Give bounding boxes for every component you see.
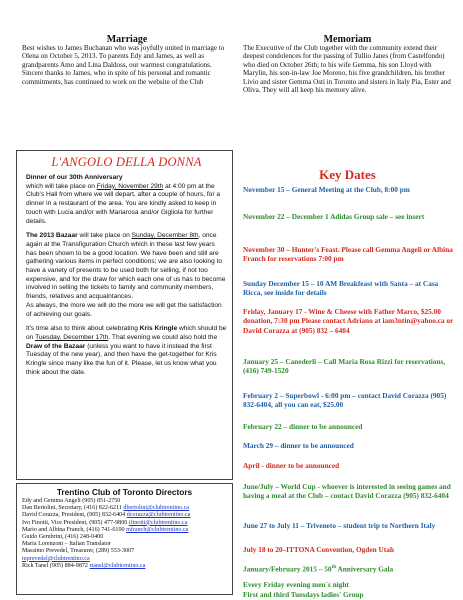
director-line (22, 556, 227, 563)
kris-name: Kris Kringle (139, 325, 178, 333)
directors-list (22, 498, 227, 570)
kris-text-a: It's time also to think about celebrating (26, 325, 140, 333)
director-email-link[interactable]: mprevedel@clubtrentino.ca (22, 555, 90, 562)
key-date-item: July 18 to 20–ITTONA Convention, Ogden Utah (243, 545, 394, 554)
director-email-link[interactable]: rtanel@clubtrentino.ca (89, 562, 146, 569)
key-date-item: November 22 – December 1 Adidas Group sale – see insert (243, 212, 425, 221)
key-date-item: June/July – World Cup - whoever is interested in seeing games and having a meal at the Club – contact David Corazza (905) 832-6404 (243, 482, 451, 501)
key-date-item: First and third Tuesdays ladies' Group (243, 590, 364, 599)
director-email-link[interactable]: dcorazza@clubtrentino.ca (126, 512, 191, 519)
director-text: Ivo Finotti, Vice President, (905) 477-9800 (22, 519, 129, 526)
director-text: Massimo Prevedel, Treasurer, (289) 553-3007 (22, 548, 135, 555)
dinner-date: Friday, November 29th (96, 182, 164, 190)
key-date-item: November 15 – General Meeting at the Club, 8:00 pm (243, 185, 410, 194)
kris-text-d: (unless you want to have it instead the first Tuesday of the new year), and then have the get-together for Kris Kringle since many like the fun of it. Please, let us know what you think about the date. (26, 342, 217, 376)
director-text: Dan Bertolini, Secretary, (416) 822-6211 (22, 505, 124, 512)
key-date-item: March 29 – dinner to be announced (243, 441, 354, 450)
memoriam-paragraph: The Executive of the Club together with the community extend their deepest condolences for the passing of Tullio Janes (from Castelfondo) who died on October 26th; to his wife Gemma, his son Lloyd with Marylin, his son-in-law Joe Moreno, his five grandchildren, his brother Livio and sister Gemma Osti in Toronto and sisters in Italy Pia, Ester and Oliva. They will all keep his memory alive. (243, 44, 451, 95)
directors-box (16, 483, 233, 595)
director-text: Mario and Albina Franch, (416) 741-6100 (22, 526, 127, 533)
director-text: Maria Lorenzoni – Italian Translator (22, 541, 112, 548)
director-line (22, 512, 227, 519)
bazaar-text-b: , once again at the Transfiguration Church which in these last few years has been shown to be a good location. We have been and still are gathering various items in perfect conditions; we are also looking to have a variety of presents to be used both for selling, if not too expensive, and for the draw for which each one of us has to become involved in selling the tickets to family and community members, friends, relatives and acquaintances. (26, 232, 226, 301)
kris-text-c: . That evening we could also hold the (108, 333, 218, 341)
bazaar-text-c: As always, the more we will do the more we will get the satisfaction of achieving our goals. (26, 301, 222, 318)
dinner-paragraph (26, 174, 227, 226)
bazaar-date: Sunday, December 8th (131, 232, 199, 240)
director-line (22, 534, 227, 541)
dinner-heading: Dinner of our 30th Anniversary (26, 174, 123, 181)
angolo-della-donna-box (16, 150, 233, 480)
director-text: Guido Gembrini, (416) 248-0400 (22, 534, 104, 541)
key-date-item: April - dinner to be announced (243, 461, 340, 470)
director-text: David Corazza, President, (905) 832-6404 (22, 512, 127, 519)
kris-kringle-paragraph (26, 325, 227, 377)
marriage-heading: Marriage (106, 34, 148, 45)
directors-title: Trentino Club of Toronto Directors (56, 487, 193, 497)
kris-draw: Draw of the Bazaar (26, 342, 86, 350)
memoriam-heading: Memoriam (323, 34, 372, 45)
dinner-text-a: which will take place on (26, 182, 97, 190)
bazaar-text-a: will take place on (77, 232, 132, 240)
kris-text-b: which should be on (26, 325, 227, 341)
key-date-item: Every Friday evening men`s night (243, 580, 349, 589)
director-email-link[interactable]: ifinotti@clubtrentino.ca (128, 519, 188, 526)
key-date-item: February 22 – dinner to be announced (243, 422, 363, 431)
key-date-item: January 25 – Canederli – Call Maria Rosa Rizzi for reservations, (416) 749-1520 (243, 357, 446, 376)
key-date-item: February 2 – Superbowl - 6:00 pm – contact David Corazza (905) 832-6404, all you can eat, $25.00 (243, 391, 447, 410)
key-dates-heading: Key Dates (319, 167, 376, 182)
bazaar-paragraph (26, 232, 227, 319)
key-date-item: June 27 to July 11 – Triveneto – student trip to Northern Italy (243, 521, 436, 530)
angolo-title: L'ANGOLO DELLA DONNA (51, 155, 202, 169)
key-date-item: Friday, January 17 - Wine & Cheese with Father Marco, $25.00 donation, 7:30 pm Please contact Adriano at iam3ntin@yahoo.ca or David Corazza at (905) 832 – 6404 (243, 307, 454, 335)
director-line (22, 563, 227, 570)
director-line (22, 520, 227, 527)
key-date-item: November 30 – Hunter's Feast. Please call Gemma Angeli or Albina Franch for reservations 7:00 pm (243, 245, 453, 264)
director-line (22, 527, 227, 534)
key-date-item: January/February 2015 – 50th Anniversary Gala (243, 564, 394, 574)
director-line (22, 548, 227, 555)
director-text: Edy and Gemma Angeli (905) 851-2750 (22, 498, 121, 504)
dinner-text-b: at 4:00 pm at the Club's Hall from where we will depart, after a couple of hours, for a dinner in a restaurant of the area. You are kindly asked to keep in touch with Lucia and/or with Mariarosa and/or Gigliola for further details. (26, 182, 221, 225)
kris-date: Tuesday, December 17th (35, 333, 109, 341)
director-email-link[interactable]: mfranch@clubtrentino.ca (126, 526, 189, 533)
key-date-item: Sunday December 15 – 10 AM Breakfeast with Santa – at Casa Ricca, see inside for details (243, 279, 439, 298)
director-text: Rick Tanel (905) 884-9872 (22, 562, 90, 569)
director-email-link[interactable]: dbertolini@clubtrentino.ca (123, 505, 190, 512)
bazaar-heading: The 2013 Bazaar (26, 232, 78, 240)
marriage-paragraph: Best wishes to James Buchanan who was joyfully united in marriage to Olena on October 5, 2013. To parents Edy and James, as well as grandparents Amo and Lina Daldoss, our warmest congratulations. Sincere thanks to James, who in spite of his personal and romantic commitments, has continued to work on the website of the Club (22, 44, 225, 86)
